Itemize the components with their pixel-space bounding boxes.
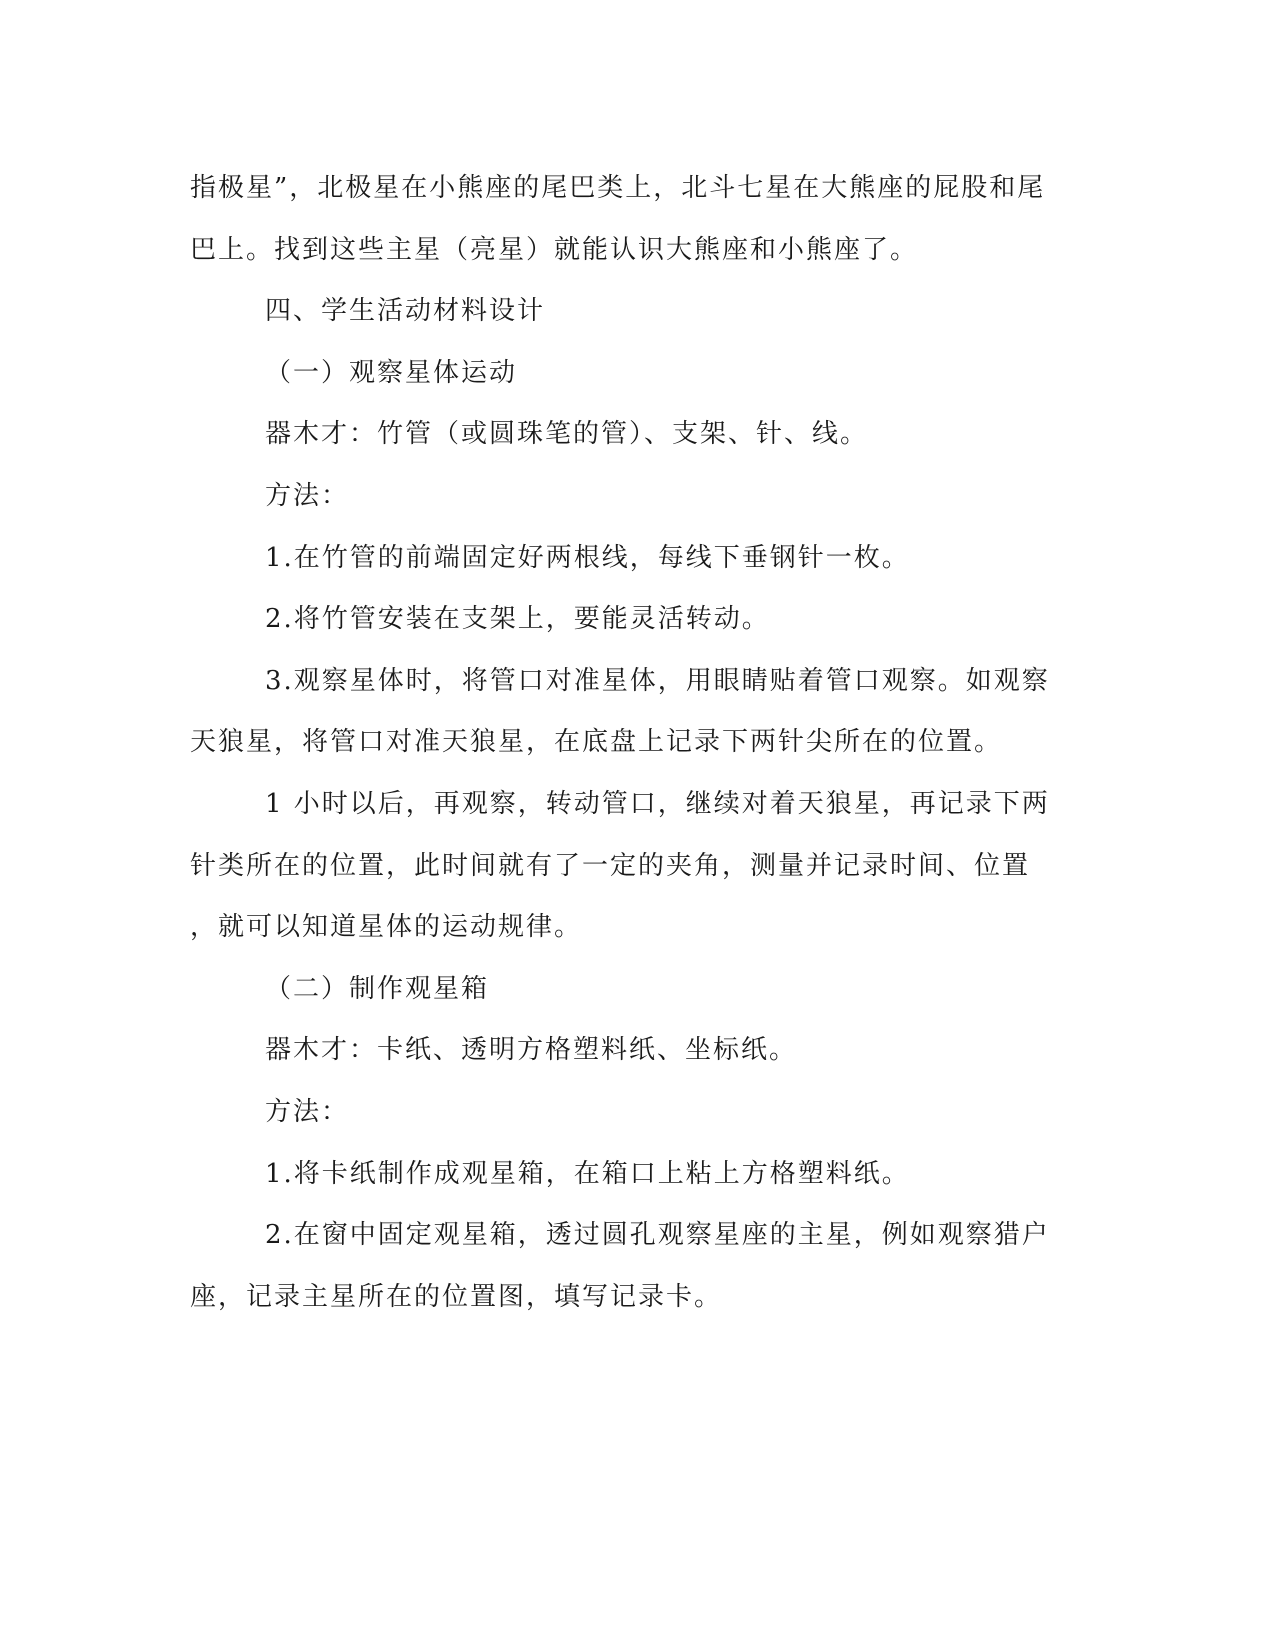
step-item-continued: 座，记录主星所在的位置图，填写记录卡。 bbox=[190, 1281, 723, 1312]
subsection-heading: （一）观察星体运动 bbox=[265, 357, 518, 388]
materials-line: 器木才：竹管（或圆珠笔的管）、支架、针、线。 bbox=[265, 419, 869, 450]
method-label: 方法： bbox=[265, 480, 350, 511]
step-item: 2.在窗中固定观星箱，透过圆孔观察星座的主星，例如观察猎户 bbox=[265, 1220, 1050, 1251]
materials-line: 器木才：卡纸、透明方格塑料纸、坐标纸。 bbox=[265, 1035, 798, 1066]
method-label: 方法： bbox=[265, 1096, 350, 1127]
step-item: 2.将竹管安装在支架上，要能灵活转动。 bbox=[265, 604, 770, 635]
step-item: 1.将卡纸制作成观星箱，在箱口上粘上方格塑料纸。 bbox=[265, 1158, 910, 1189]
paragraph-line: 指极星”，北极星在小熊座的尾巴类上，北斗七星在大熊座的屁股和尾 bbox=[190, 173, 1046, 203]
paragraph-line: 巴上。找到这些主星（亮星）就能认识大熊座和小熊座了。 bbox=[190, 234, 919, 265]
paragraph-line: 1 小时以后，再观察，转动管口，继续对着天狼星，再记录下两 bbox=[265, 788, 1050, 819]
section-heading: 四、学生活动材料设计 bbox=[265, 296, 546, 327]
subsection-heading: （二）制作观星箱 bbox=[265, 973, 490, 1004]
step-item: 3.观察星体时，将管口对准星体，用眼睛贴着管口观察。如观察 bbox=[265, 665, 1050, 696]
paragraph-line: 针类所在的位置，此时间就有了一定的夹角，测量并记录时间、位置 bbox=[190, 850, 1031, 881]
document-body bbox=[190, 158, 1080, 1328]
paragraph-line: ，就可以知道星体的运动规律。 bbox=[190, 912, 583, 943]
step-item: 1.在竹管的前端固定好两根线，每线下垂钢针一枚。 bbox=[265, 542, 910, 573]
step-item-continued: 天狼星，将管口对准天狼星，在底盘上记录下两针尖所在的位置。 bbox=[190, 727, 1003, 758]
